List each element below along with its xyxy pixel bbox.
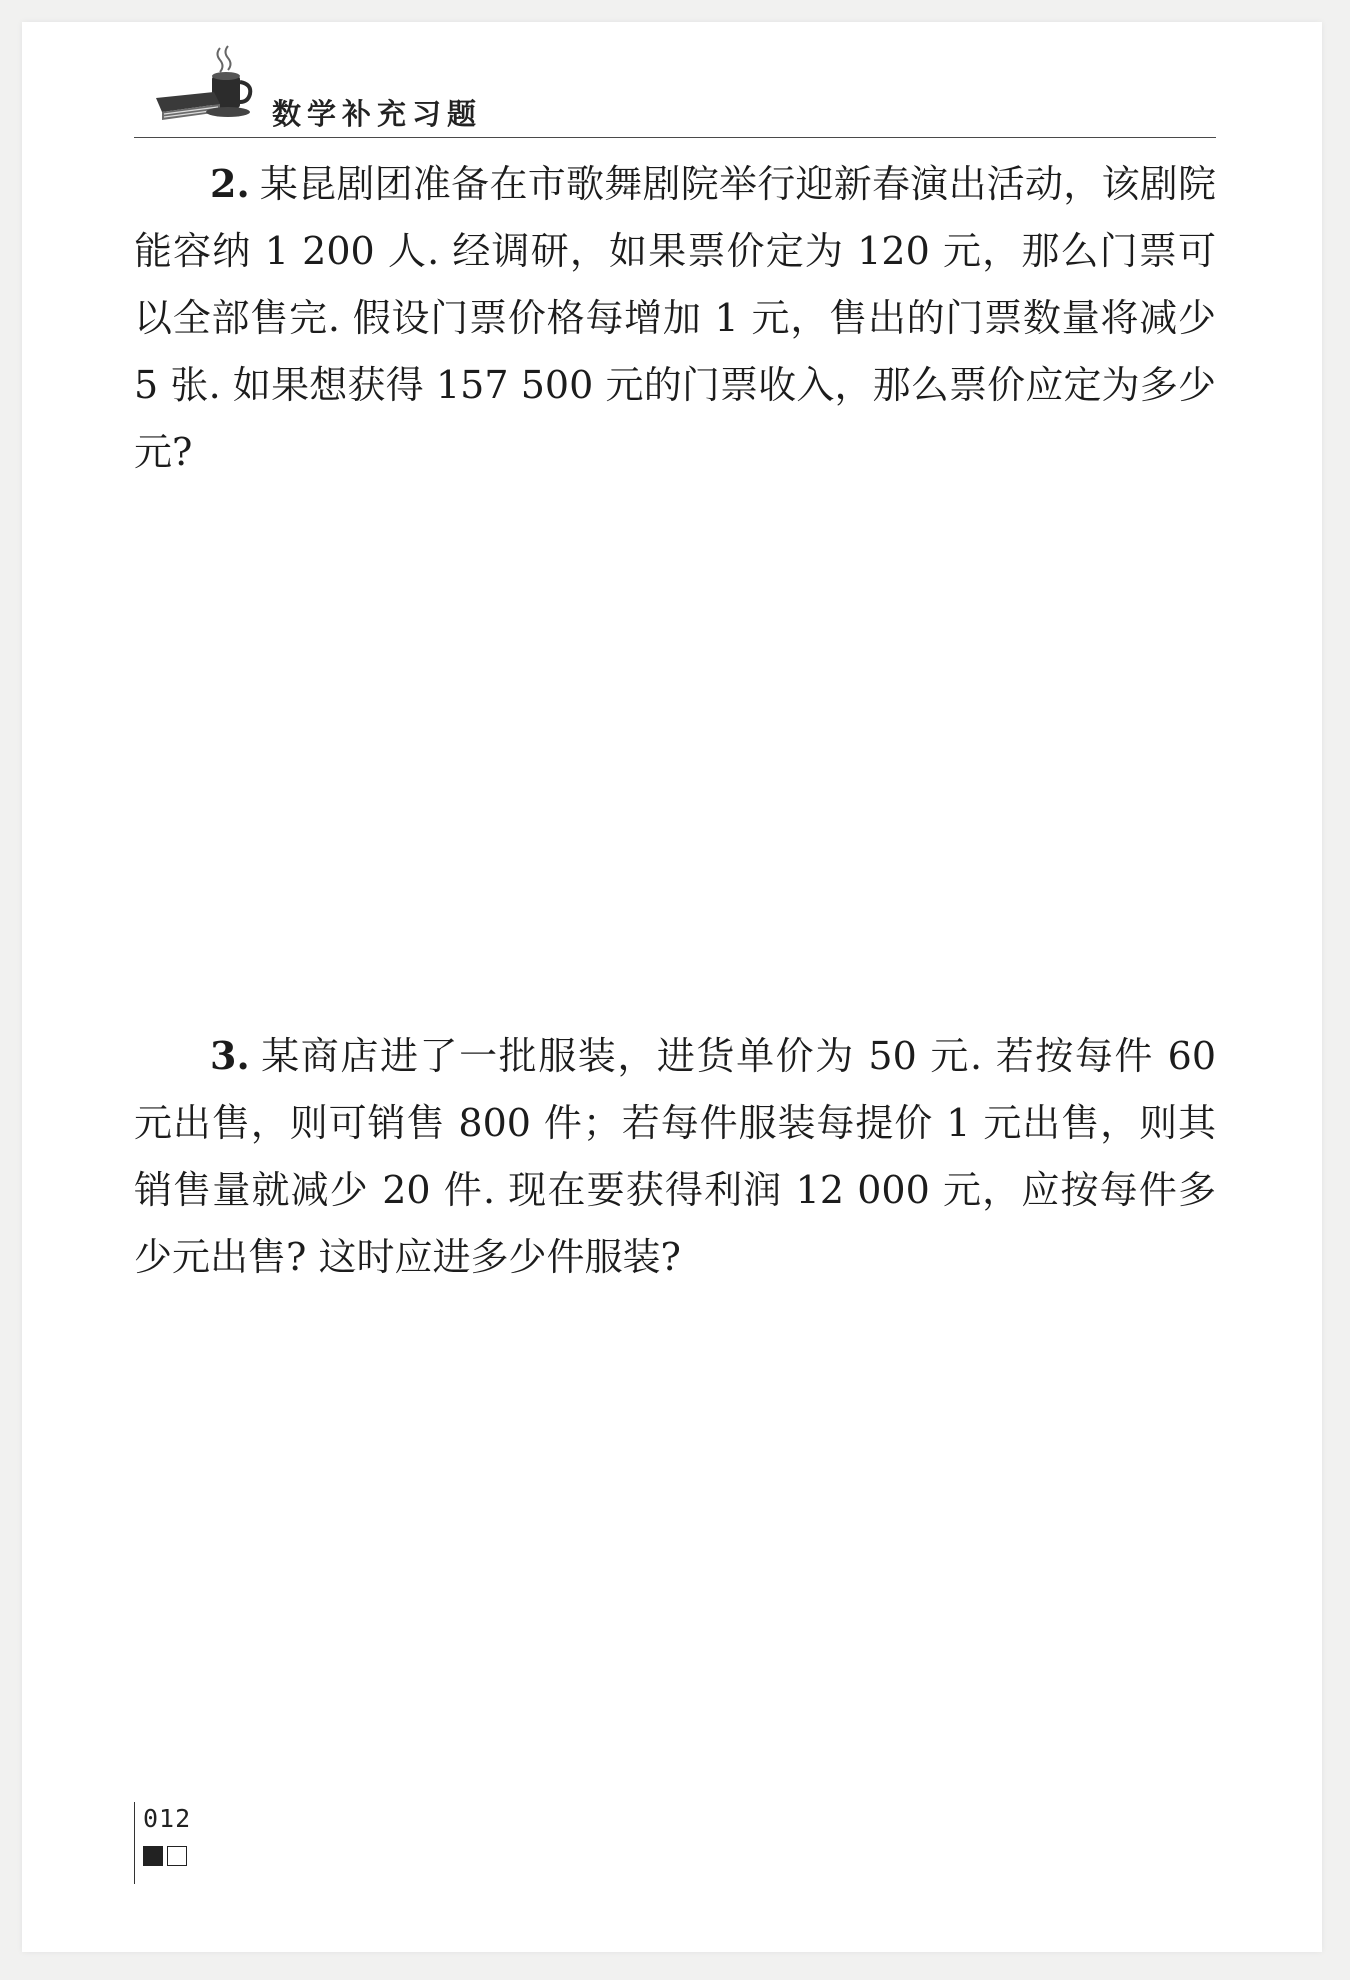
- page-footer: [134, 1802, 191, 1884]
- page: [22, 22, 1322, 1952]
- problem-number: 3.: [210, 1033, 250, 1078]
- problem-text: 某昆剧团准备在市歌舞剧院举行迎新春演出活动，该剧院能容纳 1 200 人. 经调研，如果票价定为 120 元，那么门票可以全部售完. 假设门票价格每增加 1 元，售出的门票数量将减少 5 张. 如果想获得 157 500 元的门票收入，那么票价应定为多少元?: [134, 162, 1216, 474]
- book-and-coffee-mug-icon: [154, 42, 264, 132]
- problem-number: 2.: [210, 161, 250, 206]
- problem-text: 某商店进了一批服装，进货单价为 50 元. 若按每件 60 元出售，则可销售 800 件；若每件服装每提价 1 元出售，则其销售量就减少 20 件. 现在要获得利润 12 000 元，应按每件多少元出售? 这时应进多少件服装?: [134, 1034, 1216, 1279]
- book-title: 数学补充习题: [272, 97, 483, 131]
- empty-square-icon: [167, 1846, 187, 1866]
- problem-3: [134, 1022, 1216, 1291]
- page-marker: [143, 1846, 191, 1866]
- page-number: 012: [143, 1804, 192, 1833]
- filled-square-icon: [143, 1846, 163, 1866]
- page-header: [134, 42, 1216, 138]
- problem-2: [134, 150, 1216, 486]
